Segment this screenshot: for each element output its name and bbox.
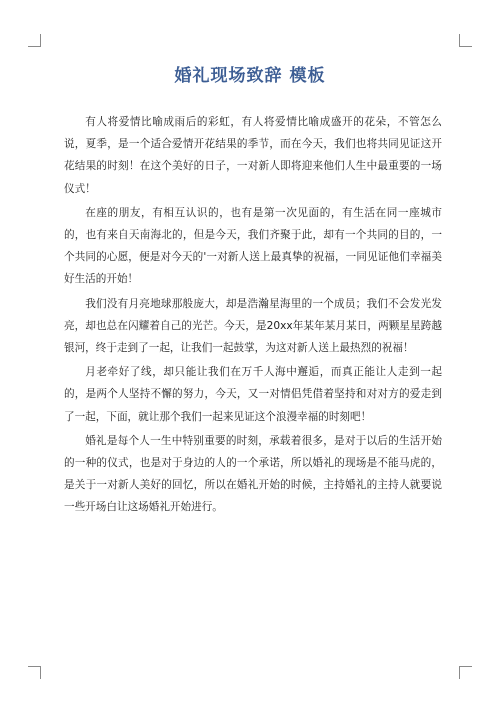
document-body <box>64 111 442 521</box>
crop-mark-bottom-right <box>459 666 472 679</box>
document-title: 婚礼现场致辞 模板 <box>174 66 326 86</box>
paragraph-4: 月老牵好了线，却只能让我们在万千人海中邂逅，而真正能让人走到一起的，是两个人坚持不懈的努力，今天，又一对情侣凭借着坚持和对对方的爱走到了一起，下面，就让那个我们一起来见证这个浪漫幸福的时刻吧！ <box>64 366 442 423</box>
paragraph-1: 有人将爱情比喻成雨后的彩虹，有人将爱情比喻成盛开的花朵，不管怎么说，夏季，是一个适合爱情开花结果的季节，而在今天，我们也将共同见证这开花结果的时刻！在这个美好的日子，一对新人即将迎来他们人生中最重要的一场仪式！ <box>64 116 442 195</box>
paragraph-3: 我们没有月亮地球那般庞大，却是浩瀚星海里的一个成员；我们不会发光发亮，却也总在闪耀着自己的光芒。今天，是20xx年某年某月某日，两颗星星跨越银河，终于走到了一起，让我们一起鼓掌，为这对新人送上最热烈的祝福！ <box>64 297 442 355</box>
paragraph-2: 在座的朋友，有相互认识的，也有是第一次见面的，有生活在同一座城市的，也有来自天南海北的，但是今天，我们齐聚于此，却有一个共同的目的，一个共同的心愿，便是对今天的'一对新人送上最真挚的祝福，一同见证他们幸福美好生活的开始！ <box>64 206 442 286</box>
crop-mark-bottom-left <box>28 666 41 679</box>
crop-mark-top-left <box>28 34 41 47</box>
crop-mark-top-right <box>459 34 472 47</box>
paragraph-5: 婚礼是每个人一生中特别重要的时刻，承载着很多，是对于以后的生活开始的一种的仪式，也是对于身边的人的一个承诺，所以婚礼的现场是不能马虎的，是关于一对新人美好的回忆，所以在婚礼开始的时候，主持婚礼的主持人就要说一些开场白让这场婚礼开始进行。 <box>64 434 442 514</box>
